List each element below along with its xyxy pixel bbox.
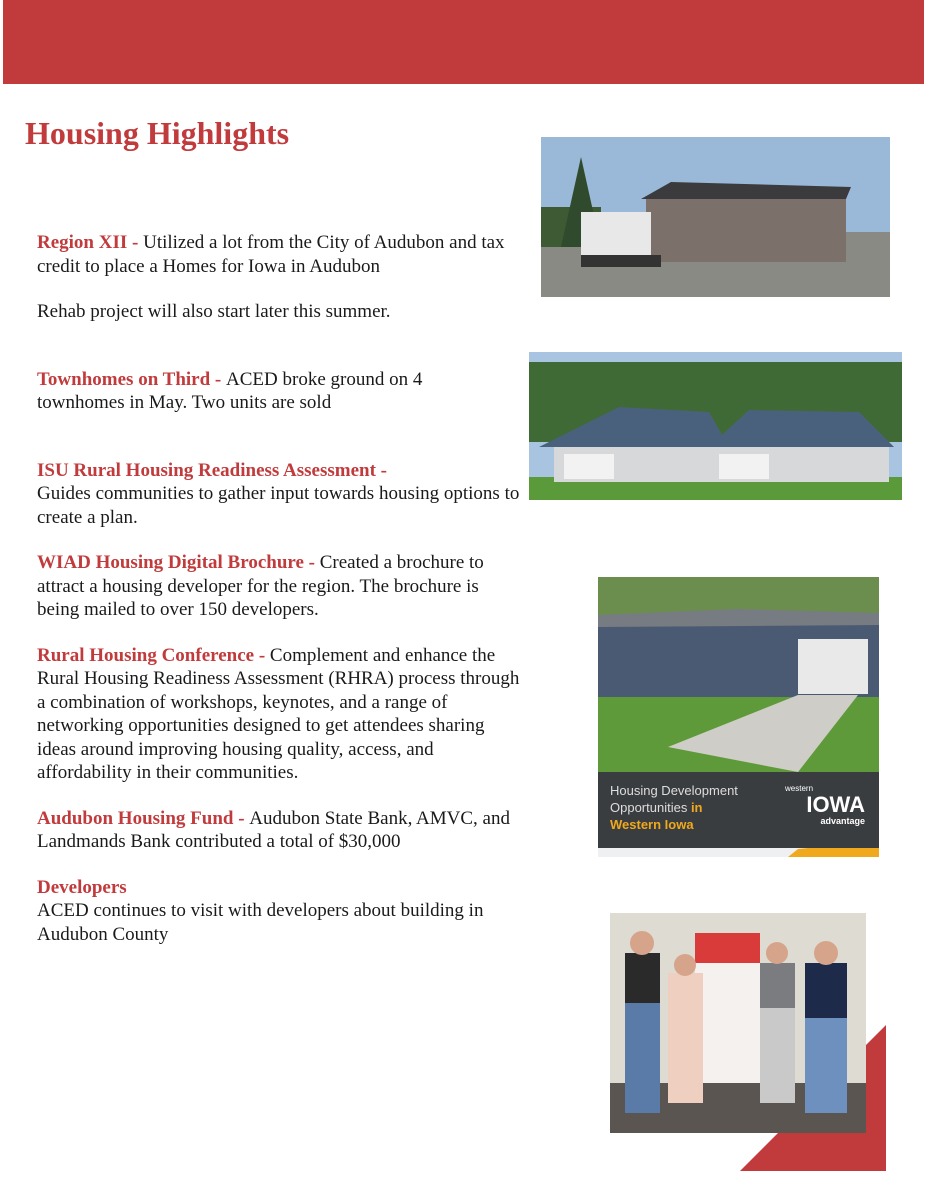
item-wiad-brochure: WIAD Housing Digital Brochure - Created a brochure to attract a housing developer for the region. The brochure is being mailed to over 150 developers.: [37, 552, 484, 620]
item-region-xii: Region XII - Utilized a lot from the City of Audubon and tax credit to place a Homes for Iowa in Audubon: [37, 232, 505, 277]
photo-townhomes: [529, 352, 902, 500]
item-isu-assessment: ISU Rural Housing Readiness Assessment - Guides communities to gather input towards housing options to create a plan.: [37, 459, 520, 528]
item-rural-conference: Rural Housing Conference - Complement and enhance the Rural Housing Readiness Assessment (RHRA) process through a combination of workshops, keynotes, and a range of networking opportunities designed to get attendees sharing ideas around improving housing quality, access, and affordability in their communities.: [37, 644, 520, 783]
western-iowa-advantage-logo: western IOWA advantage: [785, 784, 865, 826]
item-developers: Developers ACED continues to visit with developers about building in Audubon County: [37, 876, 484, 945]
item-housing-fund: Audubon Housing Fund - Audubon State Bank, AMVC, and Landmands Bank contributed a total of $30,000: [37, 807, 510, 852]
item-rehab: Rehab project will also start later this summer.: [37, 301, 391, 322]
header-banner: [3, 0, 924, 84]
photo-home-delivery: [541, 137, 890, 297]
photo-check-presentation: [610, 913, 866, 1133]
highlights-column: [37, 231, 525, 968]
brochure-band: Housing Development Opportunities in Western Iowa western IOWA advantage: [598, 772, 879, 848]
item-townhomes: Townhomes on Third - ACED broke ground on 4 townhomes in May. Two units are sold: [37, 368, 423, 413]
brochure-cover: [598, 577, 879, 857]
page-title: Housing Highlights: [25, 115, 290, 151]
